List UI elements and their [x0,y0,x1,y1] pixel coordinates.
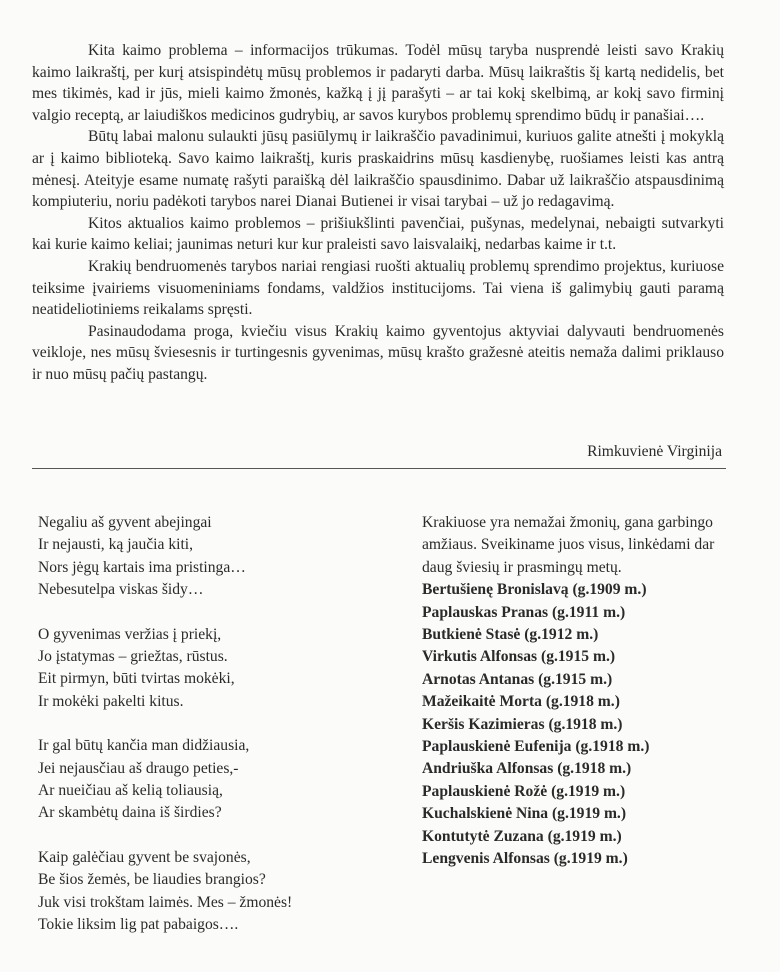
poem-line: Ir nejausti, ką jaučia kiti, [38,536,194,554]
poem-line: Kaip galėčiau gyvent be svajonės, [38,848,251,866]
poem-line: Nors jėgų kartais ima pristinga… [38,558,246,576]
honoree-list [422,579,722,870]
poem [38,512,398,959]
honoree-name: Bertušienę Bronislavą (g.1909 m.) [422,581,647,599]
poem-line: Jo įstatymas – griežtas, rūstus. [38,648,228,666]
honoree-name: Butkienė Stasė (g.1912 m.) [422,626,599,644]
honoree-name: Keršis Kazimieras (g.1918 m.) [422,715,623,733]
article [32,40,724,386]
article-paragraph: Kitos aktualios kaimo problemos – prišiukšlinti pavenčiai, pušynas, medelynai, nebaigti sutvarkyti kai kurie kaimo keliai; jaunimas neturi kur kur praleisti savo laisvalaikį, nedarbas kaime ir t.t. [32,214,724,254]
poem-line: Ir gal būtų kančia man didžiausia, [38,737,250,755]
poem-stanza [38,847,398,937]
article-paragraph: Pasinaudodama proga, kviečiu visus Krakių kaimo gyventojus aktyviai dalyvauti bendruomenės veikloje, nes mūsų šviesesnis ir turtingesnis gyvenimas, mūsų krašto gražesnė ateitis nemaža dalimi priklauso ir nuo mūsų pačių pastangų. [32,322,724,383]
poem-line: Nebesutelpa viskas šidy… [38,581,204,599]
honoree-name: Lengvenis Alfonsas (g.1919 m.) [422,850,628,868]
poem-line: O gyvenimas veržias į priekį, [38,625,222,643]
honoree-name: Andriuška Alfonsas (g.1918 m.) [422,760,632,778]
article-paragraph: Būtų labai malonu sulaukti jūsų pasiūlymų ir laikraščio pavadinimui, kuriuos galite atnešti į mokyklą ar į kaimo biblioteką. Savo kaimo laikraštį, kuris praskaidrins mūsų kasdienybę, ruošiames leisti kas antrą mėnesį. Ateityje esame numatę rašyti paraišką dėl laikraščio spausdinimo. Dabar už laikraščio atspausdinimą kompiuteriu, noriu padėkoti tarybos narei Dianai Butienei ir visai tarybai – už jo redagavimą. [32,128,724,211]
greeting [422,512,722,871]
honoree-name: Arnotas Antanas (g.1915 m.) [422,670,613,688]
greeting-intro: Krakiuose yra nemažai žmonių, gana garbingo amžiaus. Sveikiname juos visus, linkėdami dar daug šviesių ir prasmingų metų. [422,514,715,576]
poem-stanza [38,735,398,825]
honoree-name: Paplauskienė Eufenija (g.1918 m.) [422,738,650,756]
article-author: Rimkuvienė Virginija [587,443,722,460]
poem-line: Negaliu aš gyvent abejingai [38,514,212,531]
honoree-name: Paplauskienė Rožė (g.1919 m.) [422,782,626,800]
honoree-name: Mažeikaitė Morta (g.1918 m.) [422,693,620,711]
section-divider [32,468,726,469]
honoree-name: Paplauskas Pranas (g.1911 m.) [422,603,626,621]
article-paragraph: Kita kaimo problema – informacijos trūkumas. Todėl mūsų taryba nusprendė leisti savo Krakių kaimo laikraštį, per kurį atsispindėtų mūsų problemos ir padaryti darba. Mūsų laikraštis šį kartą nedidelis, bet mes tikimės, kad ir jūs, mieli kaimo žmonės, kažką į jį parašyti – ar tai kokį skelbimą, ar kokį savo firminį valgio receptą, ar laiudiškos medicinos gudrybių, ar savos kurybos problemų sprendimo būdų ir panašiai…. [32,42,724,124]
honoree-name: Kontutytė Zuzana (g.1919 m.) [422,827,622,845]
poem-line: Juk visi trokštam laimės. Mes – žmonės! [38,893,293,911]
article-paragraph: Krakių bendruomenės tarybos nariai rengiasi ruošti aktualių problemų sprendimo projektus, kuriuose teiksime įvairiems visuomeniniams fondams, valdžios institucijoms. Tai viena iš galimybių gauti paramą neatideliotiniems reikalams spręsti. [32,257,724,319]
poem-line: Eit pirmyn, būti tvirtas mokėki, [38,670,235,688]
poem-line: Tokie liksim lig pat pabaigos…. [38,916,239,934]
poem-stanza [38,512,398,602]
honoree-name: Virkutis Alfonsas (g.1915 m.) [422,648,616,666]
honoree-name: Kuchalskienė Nina (g.1919 m.) [422,805,627,823]
poem-line: Ar skambėtų daina iš širdies? [38,804,222,822]
poem-line: Ar nueičiau aš kelią toliausią, [38,782,223,800]
poem-line: Jei nejausčiau aš draugo peties,- [38,759,239,777]
poem-stanza [38,624,398,714]
poem-line: Be šios žemės, be liaudies brangios? [38,871,266,889]
poem-line: Ir mokėki pakelti kitus. [38,692,184,710]
